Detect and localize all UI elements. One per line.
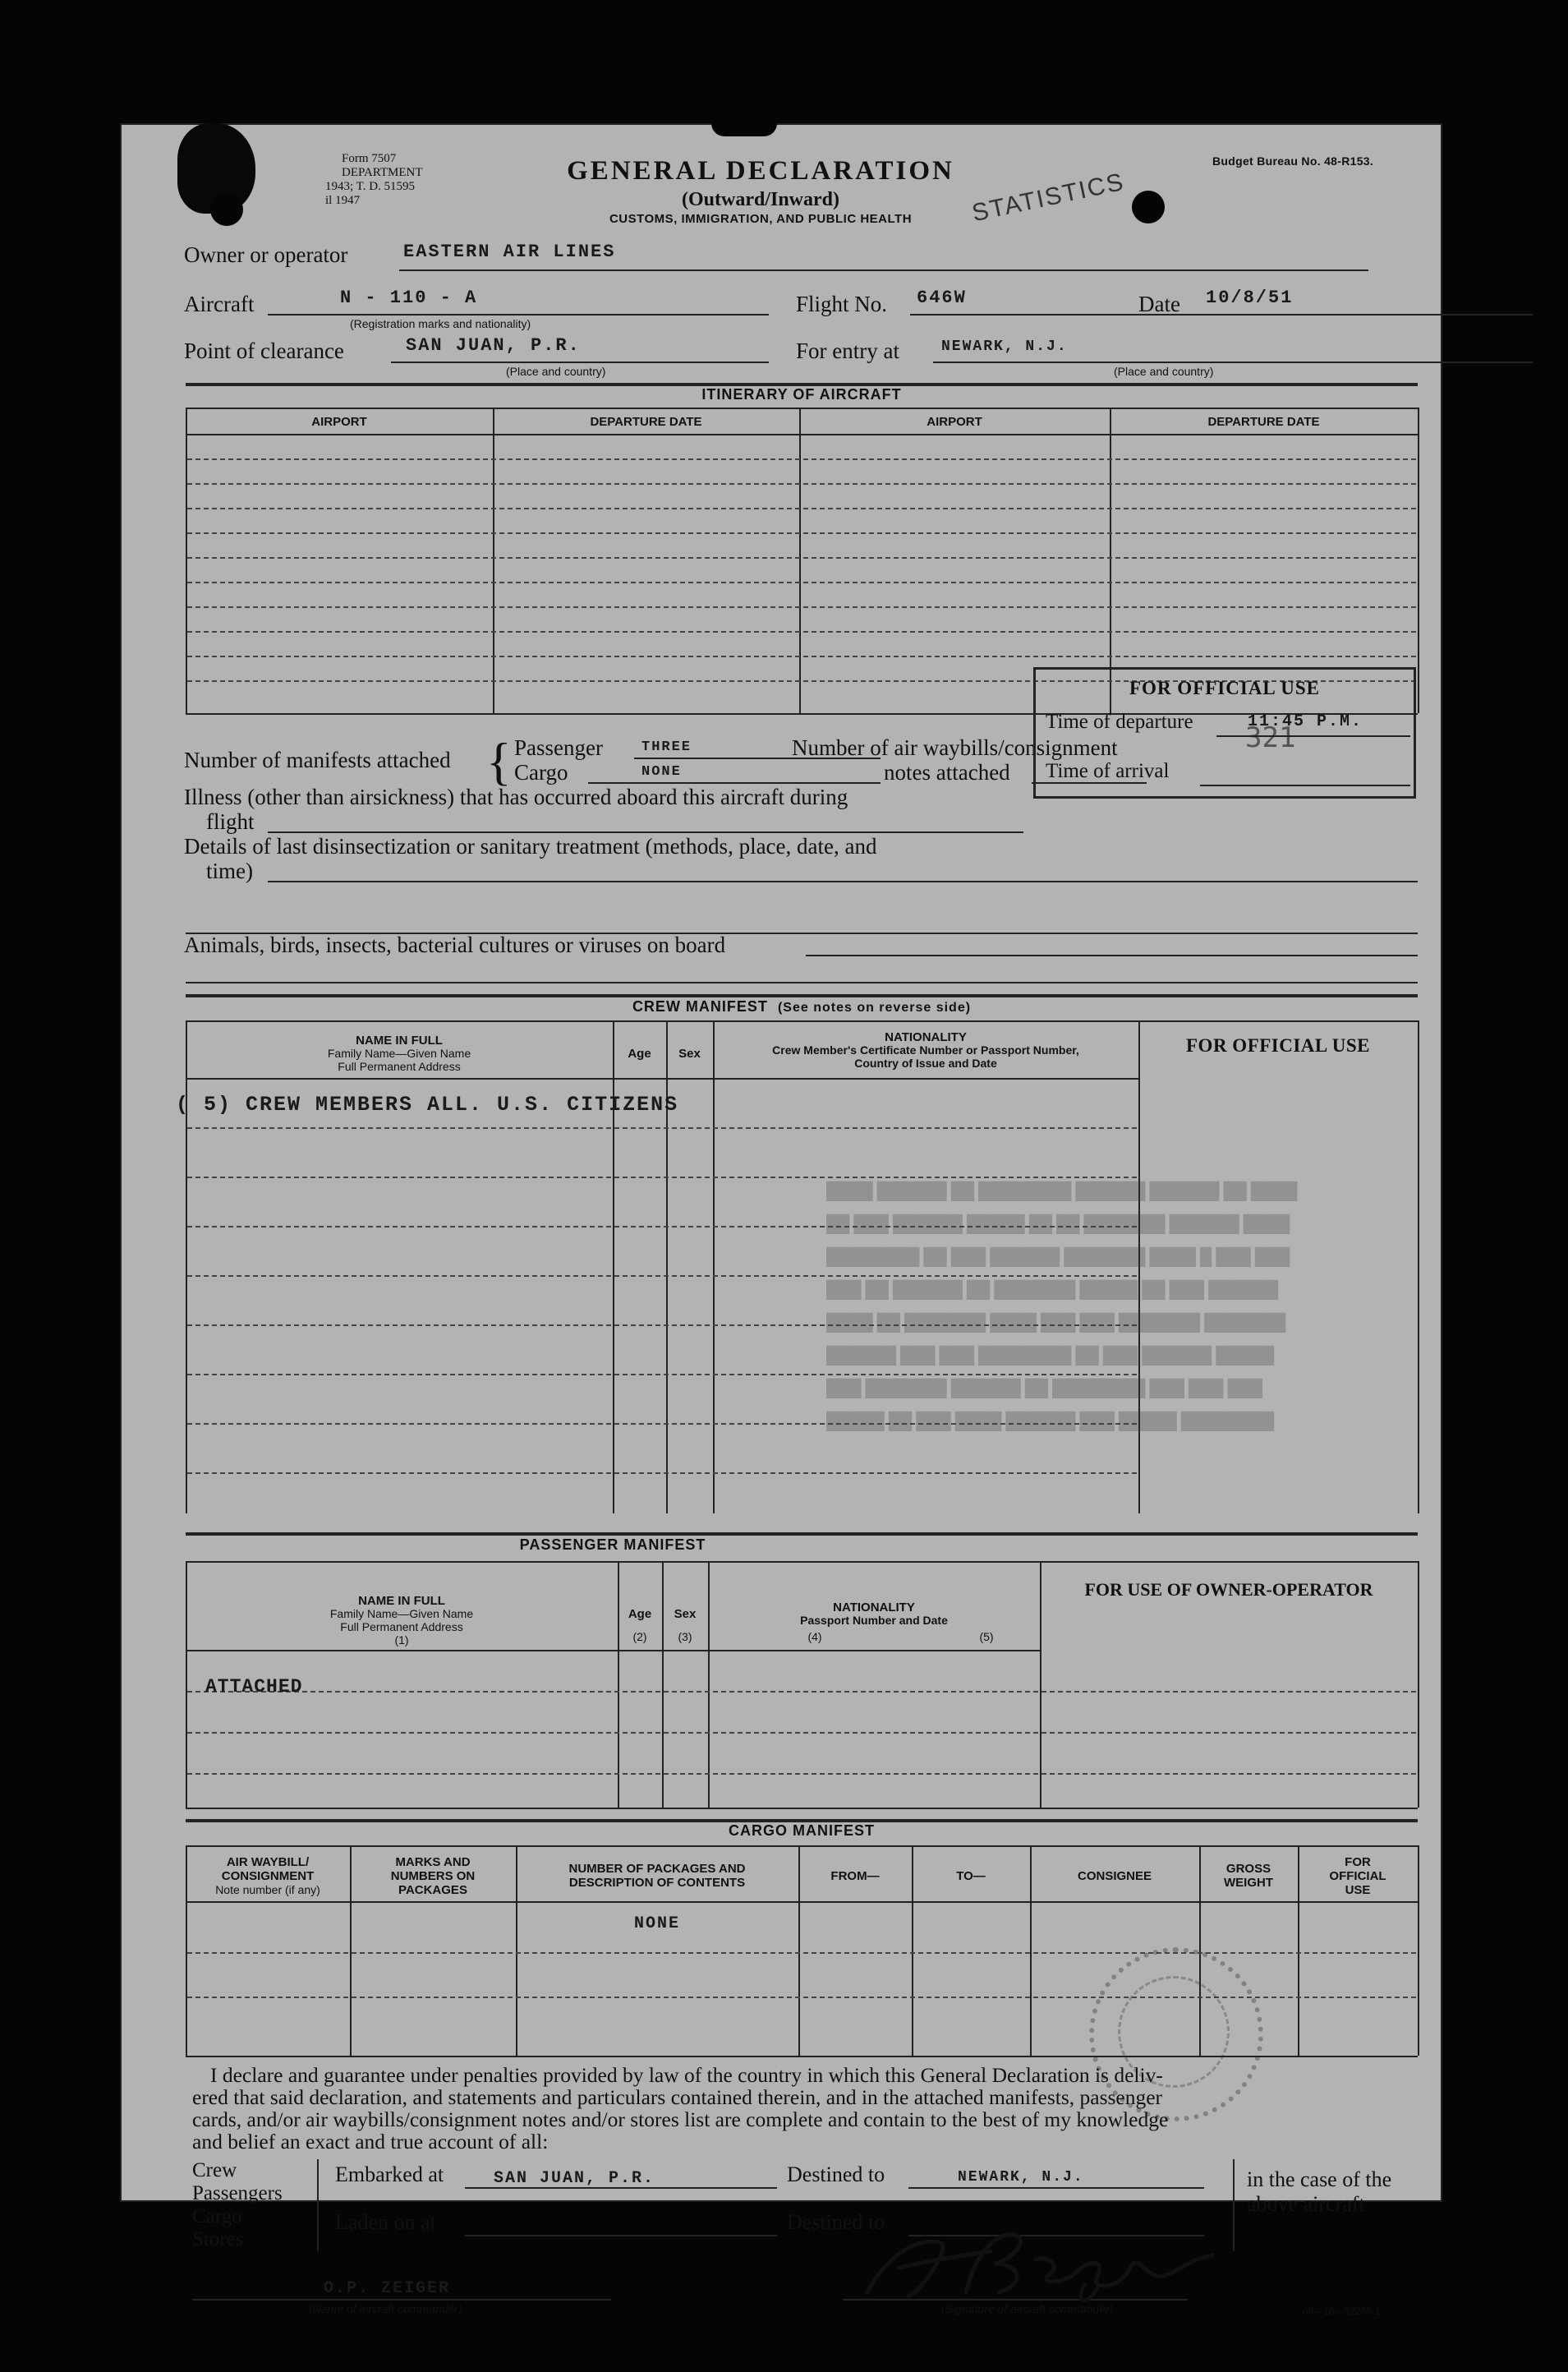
illness-label-2: flight: [206, 809, 255, 834]
destined-value: NEWARK, N.J.: [958, 2169, 1084, 2185]
declaration-categories: [192, 2159, 283, 2251]
official-use-box: [1033, 667, 1416, 799]
top-notch: [711, 123, 777, 136]
passenger-label: Passenger: [514, 735, 603, 760]
cargo-manifest-title: CARGO MANIFEST: [729, 1822, 875, 1839]
cargo-col-official-2: OFFICIAL: [1329, 1869, 1386, 1883]
flight-label: Flight No.: [796, 292, 888, 316]
entry-note: (Place and country): [1114, 365, 1214, 378]
entry-label: For entry at: [796, 339, 899, 363]
manifests-label: Number of manifests attached: [184, 748, 451, 772]
page-title: GENERAL DECLARATION: [567, 156, 954, 186]
cargo-col-official-1: FOR: [1345, 1855, 1371, 1869]
passenger-entry: ATTACHED: [205, 1676, 303, 1697]
cargo-col-marks-1: MARKS AND: [395, 1855, 471, 1869]
crew-col-nat-1: NATIONALITY: [885, 1030, 967, 1044]
form-department: DEPARTMENT: [342, 166, 423, 179]
signature-note: (Signature of aircraft commander): [941, 2302, 1114, 2315]
itinerary-col-airport-1: AIRPORT: [311, 415, 367, 429]
declaration-line-3: cards, and/or air waybills/consignment notes and/or stores list are complete and contain to the best of my knowledge: [192, 2107, 1169, 2131]
cargo-col-waybill-3: Note number (if any): [215, 1883, 320, 1896]
agencies-line: CUSTOMS, IMMIGRATION, AND PUBLIC HEALTH: [609, 212, 913, 226]
crew-entry: ( 5) CREW MEMBERS ALL. U.S. CITIZENS: [176, 1093, 679, 1117]
cargo-col-gross-2: WEIGHT: [1224, 1876, 1273, 1890]
cargo-col-to: TO—: [956, 1869, 986, 1883]
commander-signature: [851, 2210, 1237, 2309]
pax-col-name-1: NAME IN FULL: [358, 1594, 445, 1608]
declaration-line-1: I declare and guarantee under penalties provided by law of the country in which this General Declaration is deliv-: [210, 2063, 1163, 2087]
embarked-label: Embarked at: [335, 2162, 444, 2186]
commander-name-note: (Name of aircraft commander): [309, 2302, 462, 2315]
clearance-label: Point of clearance: [184, 339, 344, 363]
itinerary-col-departure-2: DEPARTURE DATE: [1207, 415, 1320, 429]
crew-col-age: Age: [628, 1047, 651, 1061]
cargo-label: Cargo: [514, 760, 568, 785]
illness-label-1: Illness (other than airsickness) that has occurred aboard this aircraft during: [184, 785, 848, 809]
pax-col-name-2: Family Name—Given Name: [329, 1607, 474, 1620]
punch-hole-left: [210, 193, 243, 226]
case-label-1: in the case of the: [1247, 2167, 1392, 2191]
cargo-col-waybill-2: CONSIGNMENT: [221, 1869, 315, 1883]
category-crew: Crew: [192, 2159, 237, 2181]
itinerary-title: ITINERARY OF AIRCRAFT: [701, 386, 902, 403]
pax-col-nat-2: Passport Number and Date: [800, 1614, 948, 1627]
destined-label-2: Destined to: [787, 2210, 885, 2234]
clearance-value: SAN JUAN, P.R.: [406, 335, 581, 356]
passenger-count: THREE: [641, 739, 692, 755]
pax-col-5-num: (5): [979, 1630, 994, 1643]
print-code: o6—16—52255-1: [1303, 2305, 1381, 2317]
cargo-col-marks-2: NUMBERS ON: [390, 1869, 476, 1883]
official-box-title: FOR OFFICIAL USE: [1129, 678, 1320, 698]
crew-col-nat-2: Crew Member's Certificate Number or Passport Number,: [772, 1043, 1079, 1057]
form-date: il 1947: [325, 194, 361, 207]
crew-col-name-1: NAME IN FULL: [356, 1034, 443, 1048]
cargo-col-gross-1: GROSS: [1225, 1862, 1271, 1876]
crew-col-nat-3: Country of Issue and Date: [854, 1057, 997, 1070]
aircraft-note: (Registration marks and nationality): [350, 317, 531, 330]
general-declaration-form: [120, 123, 1442, 2317]
laden-label: Laden on at: [335, 2210, 436, 2234]
pax-col-nat-num: (4): [807, 1630, 822, 1643]
animals-label: Animals, birds, insects, bacterial cultures or viruses on board: [184, 933, 726, 957]
itinerary-col-airport-2: AIRPORT: [927, 415, 982, 429]
aircraft-label: Aircraft: [184, 292, 255, 316]
pax-col-name-3: Full Permanent Address: [340, 1620, 463, 1633]
pax-col-nat-1: NATIONALITY: [833, 1601, 915, 1614]
pax-col-sex-num: (3): [678, 1630, 692, 1643]
cargo-count: NONE: [641, 764, 682, 780]
pax-col-sex: Sex: [674, 1607, 697, 1621]
disinsect-label-2: time): [206, 859, 253, 883]
crew-col-official: FOR OFFICIAL USE: [1186, 1035, 1370, 1056]
declaration-line-4: and belief an exact and true account of all:: [192, 2130, 549, 2153]
statistics-stamp: STATISTICS: [969, 168, 1128, 228]
crew-col-name-3: Full Permanent Address: [338, 1060, 461, 1073]
arrival-time-label: Time of arrival: [1046, 760, 1170, 782]
category-cargo: Cargo: [192, 2205, 242, 2227]
owner-label: Owner or operator: [184, 242, 348, 267]
disinsect-label-1: Details of last disinsectization or sanitary treatment (methods, place, date, and: [184, 834, 877, 859]
pax-col-age: Age: [628, 1607, 652, 1621]
budget-bureau-number: Budget Bureau No. 48-R153.: [1212, 154, 1374, 168]
handwritten-number: 321: [1245, 721, 1296, 754]
category-passengers: Passengers: [192, 2182, 283, 2204]
date-label: Date: [1138, 292, 1180, 316]
crew-col-sex: Sex: [678, 1047, 701, 1061]
waybills-label-2: notes attached: [884, 760, 1010, 785]
commander-name: O.P. ZEIGER: [324, 2279, 451, 2298]
crew-title: CREW MANIFEST: [632, 998, 768, 1015]
form-number: Form 7507: [342, 152, 397, 165]
category-stores: Stores: [192, 2228, 244, 2250]
declaration-line-2: ered that said declaration, and statements and particulars contained therein, and in the attached manifests, passenger: [192, 2085, 1163, 2109]
cargo-col-from: FROM—: [830, 1869, 880, 1883]
cargo-entry: NONE: [633, 1914, 680, 1933]
case-label-2: above aircraft: [1247, 2192, 1365, 2216]
crew-title-note: (See notes on reverse side): [777, 1001, 972, 1015]
cargo-col-marks-3: PACKAGES: [398, 1883, 467, 1897]
clearance-note: (Place and country): [506, 365, 606, 378]
departure-time-value: 11:45 P.M.: [1248, 712, 1363, 731]
destined-label-1: Destined to: [787, 2162, 885, 2186]
passenger-manifest-title: PASSENGER MANIFEST: [519, 1536, 706, 1553]
departure-time-label: Time of departure: [1046, 711, 1193, 733]
entry-value: NEWARK, N.J.: [941, 339, 1068, 355]
cargo-col-consignee: CONSIGNEE: [1077, 1869, 1152, 1883]
date-value: 10/8/51: [1206, 288, 1294, 308]
cargo-col-waybill-1: AIR WAYBILL/: [226, 1855, 310, 1869]
aircraft-value: N - 110 - A: [340, 288, 478, 308]
form-revision: 1943; T. D. 51595: [325, 180, 416, 193]
crew-col-name-2: Family Name—Given Name: [327, 1047, 471, 1060]
pax-col-name-num: (1): [394, 1633, 409, 1647]
page-subtitle: (Outward/Inward): [681, 189, 839, 210]
cargo-col-number-1: NUMBER OF PACKAGES AND: [568, 1862, 746, 1876]
waybills-label-1: Number of air waybills/consignment: [792, 735, 1118, 760]
crew-manifest-title: [186, 998, 1418, 1016]
punch-hole-right: [1132, 191, 1165, 223]
cargo-col-official-3: USE: [1345, 1883, 1371, 1897]
owner-value: EASTERN AIR LINES: [403, 242, 616, 262]
embarked-value: SAN JUAN, P.R.: [494, 2169, 655, 2188]
flight-value: 646W: [917, 288, 967, 308]
declaration-text: [192, 2064, 1168, 2153]
manifests-brace: {: [486, 732, 512, 790]
cargo-col-number-2: DESCRIPTION OF CONTENTS: [568, 1876, 746, 1890]
itinerary-col-departure-1: DEPARTURE DATE: [590, 415, 702, 429]
pax-col-age-num: (2): [632, 1630, 647, 1643]
pax-col-owner: FOR USE OF OWNER-OPERATOR: [1084, 1579, 1373, 1600]
reverse-show-through: ████ ██████ ██ ████████ ██████ ██████ ██ ████ ██ ███ ██████ █████ ██ ██ ███████ ██████ ████ ████████ ██ ███ ██████ ███████ ████ █ ███ ███ ███ ██ ██████ ██ ███████ █████ ██ ███ ██████ ████ ██ ███████ ████ ███ ███ ███████ ███████ ██████ ███ ███ ████████ ██ ███ ██████ █████ ███ ███████ ██████ ██ ████████ ███ ███ ███ █████ ██ ███ ████ ██████ ███ █████ ████████: [826, 1182, 1298, 1430]
